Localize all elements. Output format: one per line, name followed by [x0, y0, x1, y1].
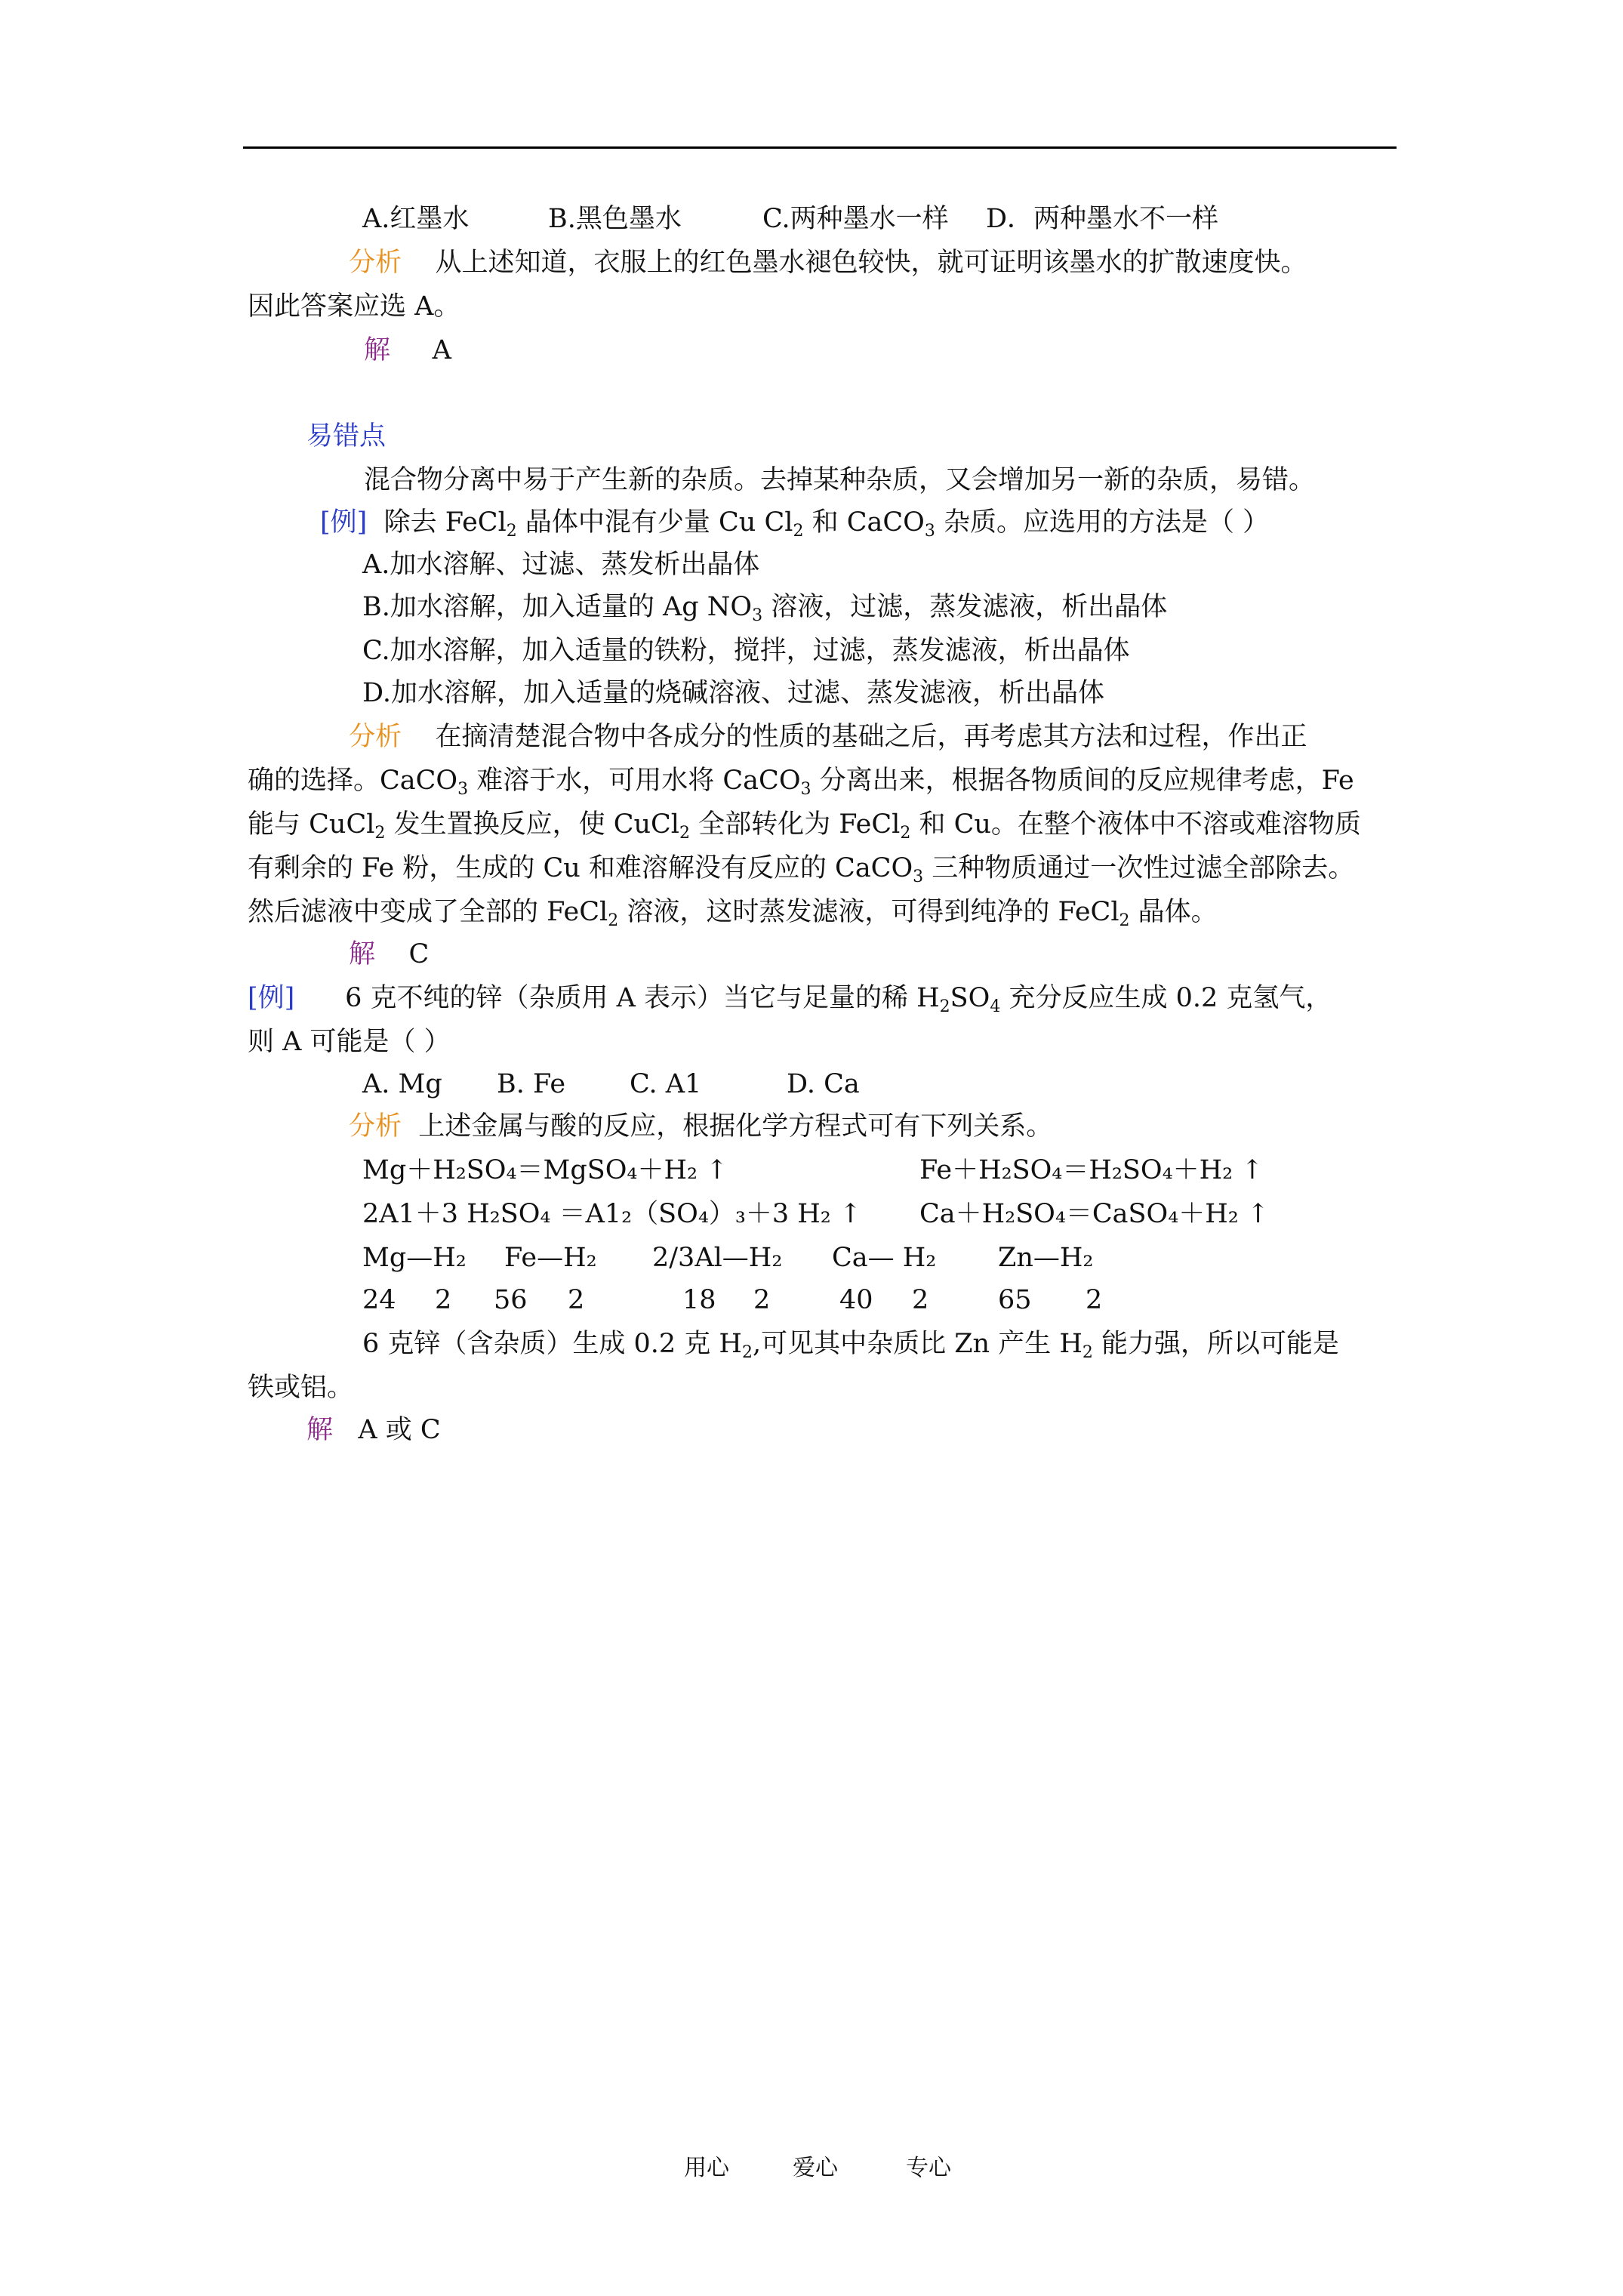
ex2-analysis: 分析 上述金属与酸的反应，根据化学方程式可有下列关系。: [349, 1111, 1053, 1142]
analysis-text: 从上述知道，衣服上的红色墨水褪色较快，就可证明该墨水的扩散速度快。: [435, 248, 1307, 278]
ex1-option-b: B.加水溶解，加入适量的 Ag $NO_3$ 溶液，过滤，蒸发滤液，析出晶体: [362, 592, 1168, 625]
footer-motto-3: 专心: [906, 2155, 951, 2181]
relation-fe: Fe—H₂: [504, 1243, 597, 1273]
ex1-question: [例] 除去 FeCl$_2$ 晶体中混有少量 Cu $Cl_2$ 和 CaCO$_3$ 杂质。应选用的方法是（ ）: [320, 507, 1270, 541]
example-tag: [例]: [248, 983, 295, 1013]
answer-label: 解: [306, 1415, 334, 1445]
q1-analysis-cont: 因此答案应选 A。: [248, 291, 460, 322]
equation-al: 2A1＋3 H₂SO₄ ＝A1₂（SO₄）₃＋3 H₂ ↑: [362, 1199, 862, 1229]
mass-value: 2: [435, 1285, 452, 1315]
example-tag: [例]: [320, 507, 368, 538]
ex2-option-a: A. Mg: [362, 1069, 442, 1099]
analysis-label: 分析: [349, 248, 402, 278]
footer-motto-2: 爱心: [793, 2155, 838, 2181]
answer-label: 解: [349, 939, 376, 969]
ex1-option-c: C.加水溶解，加入适量的铁粉，搅拌，过滤，蒸发滤液，析出晶体: [362, 636, 1130, 666]
mass-value: 40: [839, 1285, 873, 1315]
ex1-analysis-line3: 能与 CuCl$_2$ 发生置换反应，使 CuCl$_2$ 全部转化为 FeCl$_2$ 和 Cu。在整个液体中不溶或难溶物质: [248, 809, 1361, 843]
ex1-analysis-line2: 确的选择。CaCO$_3$ 难溶于水，可用水将 CaCO$_3$ 分离出来，根据各物质间的反应规律考虑，Fe: [248, 766, 1354, 799]
ex1-analysis-line5: 然后滤液中变成了全部的 FeCl$_2$ 溶液，这时蒸发滤液，可得到纯净的 FeCl$_2$ 晶体。: [248, 897, 1218, 930]
analysis-label: 分析: [349, 1111, 402, 1142]
answer-label: 解: [364, 335, 391, 365]
footer-motto-1: 用心: [684, 2155, 729, 2181]
q1-option-c: C.两种墨水一样: [762, 204, 949, 234]
ex2-option-b: B. Fe: [497, 1069, 566, 1099]
ex1-analysis: 分析 在摘清楚混合物中各成分的性质的基础之后，再考虑其方法和过程，作出正: [349, 722, 1307, 752]
mass-value: 2: [1086, 1285, 1103, 1315]
ex1-answer: [349, 938, 429, 971]
relation-mg: Mg—H₂: [362, 1243, 467, 1273]
q1-option-b: B.黑色墨水: [548, 204, 682, 234]
mass-value: 24: [362, 1285, 396, 1315]
error-point-heading: 易错点: [306, 421, 387, 451]
q1-option-a: A.红墨水: [362, 204, 470, 234]
mass-value: 65: [998, 1285, 1032, 1315]
relation-al: 2/3Al—H₂: [652, 1243, 783, 1273]
error-point-text: 混合物分离中易于产生新的杂质。去掉某种杂质，又会增加另一新的杂质，易错。: [364, 465, 1316, 495]
ex2-conclusion-cont: 铁或铝。: [248, 1373, 354, 1403]
mass-value: 18: [682, 1285, 716, 1315]
ex2-option-d: D. Ca: [787, 1069, 860, 1099]
equation-fe: Fe＋H₂SO₄＝H₂SO₄＋H₂ ↑: [919, 1155, 1264, 1185]
ex1-analysis-line4: 有剩余的 Fe 粉，生成的 Cu 和难溶解没有反应的 CaCO$_3$ 三种物质通过一次性过滤全部除去。: [248, 853, 1355, 886]
ex2-option-c: C. A1: [630, 1069, 702, 1099]
relation-zn: Zn—H₂: [998, 1243, 1094, 1273]
mass-value: 56: [494, 1285, 528, 1315]
relation-ca: Ca— H₂: [832, 1243, 937, 1273]
answer-value: A: [432, 335, 451, 365]
mass-value: 2: [912, 1285, 929, 1315]
equation-ca: Ca＋H₂SO₄＝CaSO₄＋H₂ ↑: [919, 1199, 1270, 1229]
ex2-conclusion: 6 克锌（含杂质）生成 0.2 克 $H_2$,可见其中杂质比 Zn 产生 $H_2$ 能力强，所以可能是: [362, 1329, 1340, 1362]
q1-analysis: [349, 246, 1307, 279]
q1-answer: [364, 334, 451, 367]
ex2-question-cont: 则 A 可能是（ ）: [248, 1027, 451, 1057]
answer-value: C: [408, 939, 430, 969]
equation-mg: Mg＋H₂SO₄＝MgSO₄＋H₂ ↑: [362, 1155, 728, 1185]
answer-value: A 或 C: [358, 1415, 441, 1445]
header-rule: [243, 146, 1397, 149]
ex2-question: [例] 6 克不纯的锌（杂质用 A 表示）当它与足量的稀 $H_2SO_4$ 充分反应生成 0.2 克氢气，: [248, 983, 1332, 1016]
analysis-label: 分析: [349, 722, 402, 752]
ex2-answer: [306, 1413, 441, 1447]
ex1-option-d: D.加水溶解，加入适量的烧碱溶液、过滤、蒸发滤液，析出晶体: [362, 678, 1104, 708]
ex1-option-a: A.加水溶解、过滤、蒸发析出晶体: [362, 550, 760, 580]
mass-value: 2: [753, 1285, 771, 1315]
q1-option-d: D．两种墨水不一样: [986, 204, 1219, 234]
mass-value: 2: [568, 1285, 585, 1315]
